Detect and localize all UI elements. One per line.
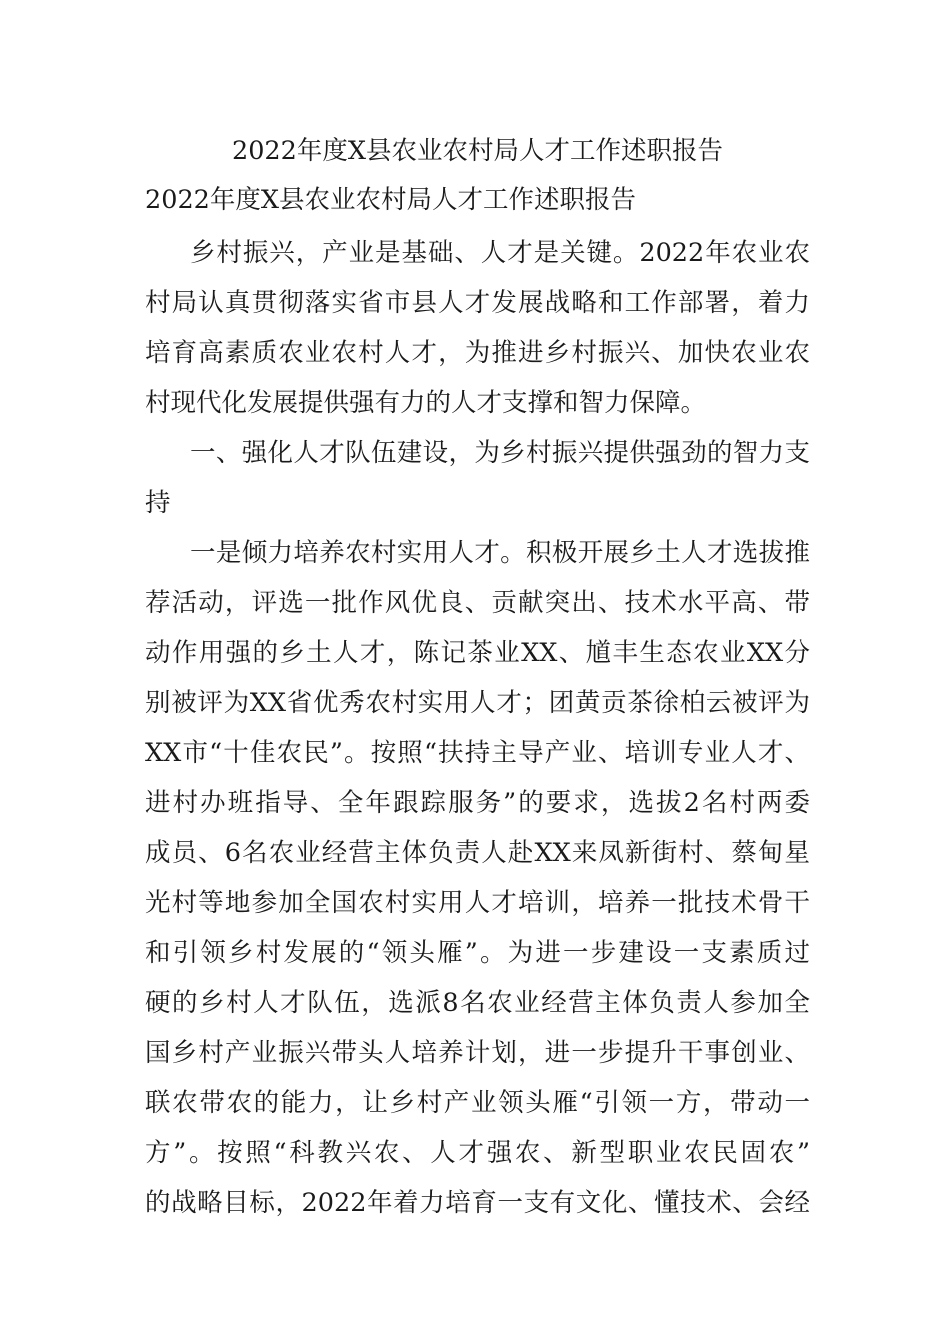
text-line: 硬的乡村人才队伍，选派8名农业经营主体负责人参加全 [145,988,810,1018]
text-line: 乡村振兴，产业是基础、人才是关键。2022年农业农 [190,238,810,268]
text-line: 方”。按照“科教兴农、人才强农、新型职业农民固农” [145,1138,810,1168]
text-line: 一、强化人才队伍建设，为乡村振兴提供强劲的智力支 [190,438,810,468]
document-title: 2022年度X县农业农村局人才工作述职报告 [145,185,637,215]
text-line: 的战略目标，2022年着力培育一支有文化、懂技术、会经 [145,1188,810,1218]
paragraph-talent-training [145,528,810,1228]
text-line: 成员、6名农业经营主体负责人赴XX来凤新街村、蔡甸星 [145,838,810,868]
document-page [145,130,810,1228]
text-line: 村现代化发展提供强有力的人才支撑和智力保障。 [145,388,707,418]
text-line: 和引领乡村发展的“领头雁”。为进一步建设一支素质过 [145,938,810,968]
text-line: 荐活动，评选一批作风优良、贡献突出、技术水平高、带 [145,588,810,618]
text-line: 进村办班指导、全年跟踪服务”的要求，选拔2名村两委 [145,788,810,818]
text-line: 一是倾力培养农村实用人才。积极开展乡土人才选拔推 [190,538,810,568]
text-line: 持 [145,488,171,518]
text-line: 村局认真贯彻落实省市县人才发展战略和工作部署，着力 [145,288,810,318]
paragraph-intro [145,228,810,428]
text-line: XX市“十佳农民”。按照“扶持主导产业、培训专业人才、 [145,738,810,768]
section-heading-1 [145,428,810,528]
text-line: 联农带农的能力，让乡村产业领头雁“引领一方，带动一 [145,1088,810,1118]
text-line: 动作用强的乡土人才，陈记茶业XX、馗丰生态农业XX分 [145,638,810,668]
text-line: 光村等地参加全国农村实用人才培训，培养一批技术骨干 [145,888,810,918]
document-title-centered: 2022年度X县农业农村局人才工作述职报告 [231,136,724,166]
text-line: 培育高素质农业农村人才，为推进乡村振兴、加快农业农 [145,338,810,368]
text-line: 国乡村产业振兴带头人培养计划，进一步提升干事创业、 [145,1038,810,1068]
text-line: 别被评为XX省优秀农村实用人才；团黄贡茶徐柏云被评为 [145,688,810,718]
